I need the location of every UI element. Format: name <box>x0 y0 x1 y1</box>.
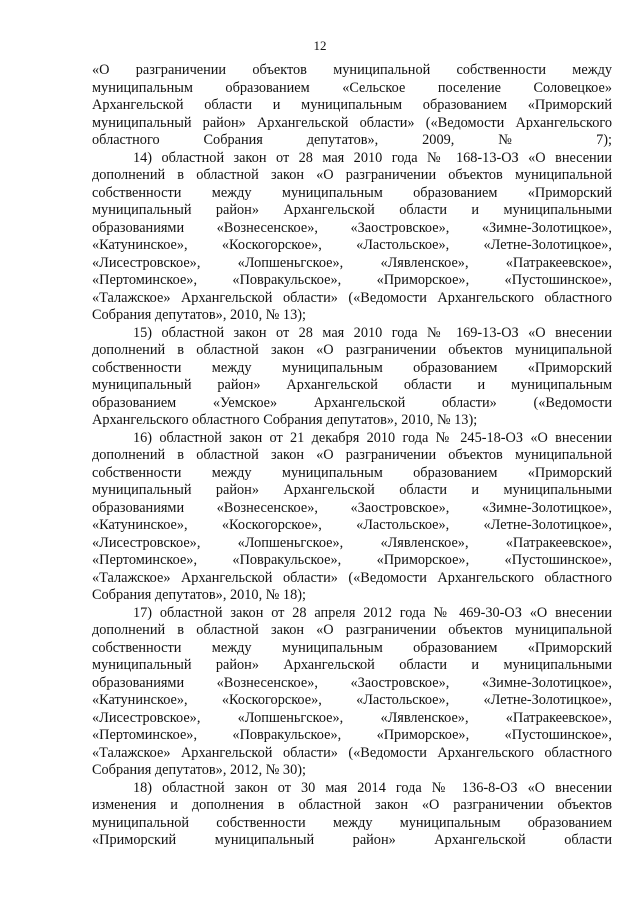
text-line: «Катунинское», «Коскогорское», «Ластольское», «Летне-Золотицкое», <box>92 237 612 253</box>
text-line: «Приморский муниципальный район» Архангельской области <box>92 832 612 848</box>
text-line: областного Собрания депутатов», 2009, № 7); <box>92 132 612 148</box>
document-body <box>92 62 612 850</box>
text-line: муниципальным образованием «Сельское поселение Соловецкое» <box>92 79 612 96</box>
paragraph <box>92 325 612 430</box>
text-line: 18) областной закон от 30 мая 2014 года № 136-8-ОЗ «О внесении <box>133 779 612 796</box>
paragraph <box>92 430 612 605</box>
text-line: муниципальный район» Архангельской области и муниципальными <box>92 482 612 498</box>
text-line: 14) областной закон от 28 мая 2010 года № 168-13-ОЗ «О внесении <box>133 149 612 166</box>
text-line: 16) областной закон от 21 декабря 2010 года № 245-18-ОЗ «О внесении <box>133 429 612 446</box>
text-line: «Талажское» Архангельской области» («Ведомости Архангельского областного <box>92 569 612 586</box>
text-line: 15) областной закон от 28 мая 2010 года № 169-13-ОЗ «О внесении <box>133 324 612 341</box>
text-line: муниципальный район» Архангельской области и муниципальными <box>92 202 612 218</box>
paragraph <box>92 605 612 780</box>
text-line: муниципальный район» Архангельской области» («Ведомости Архангельского <box>92 114 612 131</box>
text-line: собственности между муниципальным образованием «Приморский <box>92 639 612 656</box>
text-line: «Пертоминское», «Повракульское», «Приморское», «Пустошинское», <box>92 272 612 288</box>
text-line: Собрания депутатов», 2012, № 30); <box>92 762 306 778</box>
paragraph <box>92 150 612 325</box>
text-line: Архангельского областного Собрания депутатов», 2010, № 13); <box>92 412 478 428</box>
text-line: «Лисестровское», «Лопшеньгское», «Лявленское», «Патракеевское», <box>92 254 612 271</box>
text-line: собственности между муниципальным образованием «Приморский <box>92 184 612 201</box>
paragraph <box>92 62 612 150</box>
text-line: собственности между муниципальным образованием «Приморский <box>92 464 612 481</box>
text-line: дополнений в областной закон «О разграничении объектов муниципальной <box>92 447 612 463</box>
text-line: образованием «Уемское» Архангельской области» («Ведомости <box>92 394 612 411</box>
text-line: образованиями «Вознесенское», «Заостровское», «Зимне-Золотицкое», <box>92 219 612 236</box>
text-line: «Пертоминское», «Повракульское», «Приморское», «Пустошинское», <box>92 552 612 568</box>
text-line: Архангельской области и муниципальным образованием «Приморский <box>92 97 612 113</box>
text-line: Собрания депутатов», 2010, № 18); <box>92 587 306 603</box>
text-line: «Катунинское», «Коскогорское», «Ластольское», «Летне-Золотицкое», <box>92 517 612 533</box>
text-line: образованиями «Вознесенское», «Заостровское», «Зимне-Золотицкое», <box>92 499 612 516</box>
text-line: «Талажское» Архангельской области» («Ведомости Архангельского областного <box>92 744 612 761</box>
text-line: дополнений в областной закон «О разграничении объектов муниципальной <box>92 622 612 638</box>
text-line: «Пертоминское», «Повракульское», «Приморское», «Пустошинское», <box>92 727 612 743</box>
text-line: «Талажское» Архангельской области» («Ведомости Архангельского областного <box>92 289 612 306</box>
text-line: дополнений в областной закон «О разграничении объектов муниципальной <box>92 342 612 358</box>
text-line: муниципальной собственности между муниципальным образованием <box>92 814 612 831</box>
text-line: изменения и дополнения в областной закон «О разграничении объектов <box>92 797 612 813</box>
text-line: муниципальный район» Архангельской области и муниципальными <box>92 657 612 673</box>
text-line: 17) областной закон от 28 апреля 2012 года № 469-30-ОЗ «О внесении <box>133 604 612 621</box>
paragraph <box>92 780 612 850</box>
text-line: муниципальный район» Архангельской области и муниципальным <box>92 377 612 393</box>
text-line: «Лисестровское», «Лопшеньгское», «Лявленское», «Патракеевское», <box>92 534 612 551</box>
text-line: дополнений в областной закон «О разграничении объектов муниципальной <box>92 167 612 183</box>
text-line: «О разграничении объектов муниципальной собственности между <box>92 62 612 78</box>
page-number: 12 <box>313 38 327 53</box>
text-line: «Катунинское», «Коскогорское», «Ластольское», «Летне-Золотицкое», <box>92 692 612 708</box>
text-line: «Лисестровское», «Лопшеньгское», «Лявленское», «Патракеевское», <box>92 709 612 726</box>
text-line: образованиями «Вознесенское», «Заостровское», «Зимне-Золотицкое», <box>92 674 612 691</box>
text-line: Собрания депутатов», 2010, № 13); <box>92 307 306 323</box>
text-line: собственности между муниципальным образованием «Приморский <box>92 359 612 376</box>
